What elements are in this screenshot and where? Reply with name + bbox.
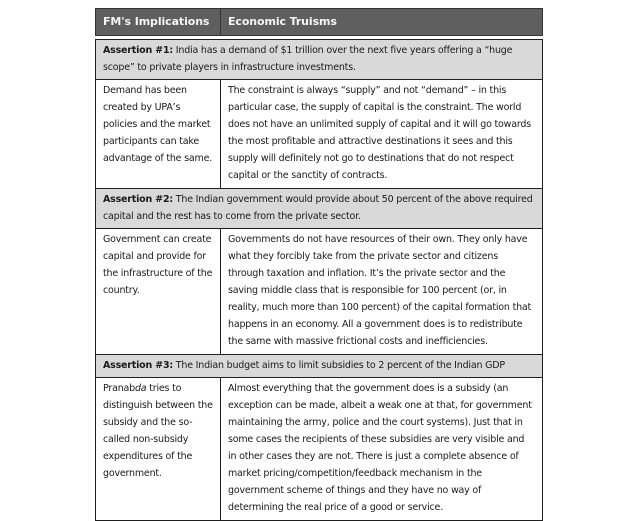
implication-cell-2 [96,229,221,354]
truism-cell-1 [221,80,542,188]
assertion-text: India has a demand of $1 trillion over the next five years offering a “huge scope” to private players in infrastructure investments. [103,45,513,73]
truism-text: Almost everything that the government does is a subsidy (an exception can be made, albeit a weak one at that, for government maintaining the army, police and the court systems). Just that in some cases the recipients of these subsidies are very visible and in other cases they are not. There is just a complete absence of market pricing/competition/feedback mechanism in the government scheme of things and they have no way of determining the real price of a good or service. [228,383,532,513]
column-header-fm-implications: FM's Implications [96,9,221,35]
implication-cell-3 [96,378,221,520]
assertion-text: The Indian budget aims to limit subsidies to 2 percent of the Indian GDP [172,360,505,371]
truism-text: Governments do not have resources of their own. They only have what they forcibly take from the private sector and citizens through taxation and inflation. It’s the private sector and the saving middle class that is responsible for 100 percent (or, in reality, much more than 100 percent) of the capital formation that happens in an economy. All a government does is to redistribute the same with massive frictional costs and inefficiencies. [228,234,532,347]
table-row-3 [96,378,542,520]
implication-text: Demand has been created by UPA’s policies and the market participants can take advantage of the same. [103,85,213,164]
column-header-economic-truisms: Economic Truisms [228,15,337,28]
assertion-text: The Indian government would provide about 50 percent of the above required capital and the rest has to come from the private sector. [103,194,533,222]
implication-italic-text: da [134,383,147,394]
assertion-label: Assertion #2: [103,194,173,205]
truism-cell-3 [221,378,542,520]
implication-rest-text: tries to distinguish between the subsidy and the so-called non-subsidy expenditures of the government. [103,383,213,479]
implication-cell-1 [96,80,221,188]
implication-text: Pranab [103,383,135,394]
assertion-row-2 [96,189,542,229]
assertion-row-1 [96,40,542,80]
comparison-table [95,8,543,521]
assertion-row-3 [96,355,542,378]
table-body [95,39,543,521]
truism-cell-2 [221,229,542,354]
implication-text: Government can create capital and provide for the infrastructure of the country. [103,234,213,296]
table-row-1 [96,80,542,189]
table-row-2 [96,229,542,355]
truism-text: The constraint is always “supply” and not “demand” – in this particular case, the supply of capital is the constraint. The world does not have an unlimited supply of capital and it will go towards the most profitable and attractive destinations it sees and this supply will definitely not go to destinations that do not respect capital or the sanctity of contracts. [228,85,531,181]
assertion-label: Assertion #3: [103,360,173,371]
table-header-row [95,8,543,36]
assertion-label: Assertion #1: [103,45,173,56]
